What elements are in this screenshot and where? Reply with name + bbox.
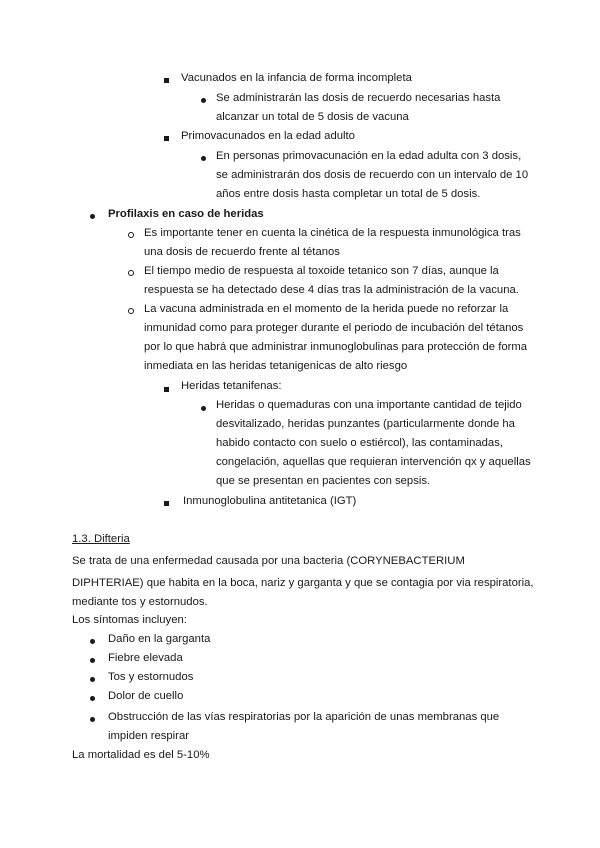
profilaxis-item-3-line-1: La vacuna administrada en el momento de la herida puede no reforzar la — [144, 303, 509, 315]
dot-bullet-icon — [90, 653, 95, 667]
heridas-detail-3: habido contacto con suelo o estiércol), las contaminadas, — [216, 437, 503, 449]
profilaxis-title: Profilaxis en caso de heridas — [108, 208, 264, 220]
heridas-detail-5: que se presentan en pacientes con sepsis. — [216, 475, 431, 487]
profilaxis-item-3-line-2: inmunidad como para proteger durante el periodo de incubación del tétanos — [144, 322, 524, 334]
sintoma-5: Obstrucción de las vías respiratorias por la aparición de unas membranas que — [108, 711, 500, 723]
sintoma-1: Daño en la garganta — [108, 633, 211, 645]
square-bullet-icon — [164, 382, 169, 396]
square-bullet-icon — [164, 496, 169, 510]
dot-bullet-icon — [201, 401, 206, 415]
dot-bullet-icon — [90, 691, 95, 705]
square-bullet-icon — [164, 73, 169, 87]
vacunados-infancia-label: Vacunados en la infancia de forma incompleta — [181, 72, 412, 84]
vacunados-infancia-detail-1: Se administrarán las dosis de recuerdo necesarias hasta — [216, 92, 501, 104]
primovacunados-label: Primovacunados en la edad adulto — [181, 130, 355, 142]
heridas-detail-4: congelación, aquellas que requieran intervención qx y aquellas — [216, 456, 531, 468]
profilaxis-item-3-line-4: inmediata en las heridas tetanigenicas de alto riesgo — [144, 360, 408, 372]
dot-bullet-icon — [90, 634, 95, 648]
profilaxis-item-1-line-1: Es importante tener en cuenta la cinética de la respuesta inmunológica tras — [144, 227, 521, 239]
sintoma-3: Tos y estornudos — [108, 671, 194, 683]
difteria-intro-1: Se trata de una enfermedad causada por una bacteria (CORYNEBACTERIUM — [72, 555, 465, 567]
dot-bullet-icon — [201, 93, 206, 107]
sintoma-2: Fiebre elevada — [108, 652, 183, 664]
dot-bullet-icon — [90, 712, 95, 726]
circle-bullet-icon — [128, 228, 134, 242]
primovacunados-detail-1: En personas primovacunación en la edad adulta con 3 dosis, — [216, 150, 522, 162]
dot-bullet-icon — [201, 151, 206, 165]
difteria-intro-3: mediante tos y estornudos. — [72, 596, 208, 608]
profilaxis-item-1-line-2: una dosis de recuerdo frente al tétanos — [144, 246, 340, 258]
primovacunados-detail-2: se administrarán dos dosis de recuerdo con un intervalo de 10 — [216, 169, 529, 181]
vacunados-infancia-detail-2: alcanzar un total de 5 dosis de vacuna — [216, 111, 409, 123]
difteria-intro-2: DIPHTERIAE) que habita en la boca, nariz y garganta y que se contagia por via respiratoria, — [72, 577, 534, 589]
primovacunados-detail-3: años entre dosis hasta completar un total de 5 dosis. — [216, 188, 481, 200]
profilaxis-item-3-line-3: por lo que habrá que administrar inmunoglobulinas para protección de forma — [144, 341, 528, 353]
circle-bullet-icon — [128, 266, 134, 280]
heridas-detail-1: Heridas o quemaduras con una importante cantidad de tejido — [216, 399, 522, 411]
sintoma-5-cont: impiden respirar — [108, 730, 189, 742]
dot-bullet-icon — [90, 209, 95, 223]
heridas-label: Heridas tetanifenas: — [181, 380, 282, 392]
profilaxis-item-2-line-1: El tiempo medio de respuesta al toxoide tetanico son 7 días, aunque la — [144, 265, 499, 277]
circle-bullet-icon — [128, 304, 134, 318]
profilaxis-item-2-line-2: respuesta se ha detectado dese 4 días tras la administración de la vacuna. — [144, 284, 519, 296]
igt-label: Inmunoglobulina antitetanica (IGT) — [183, 495, 357, 507]
heridas-detail-2: desvitalizado, heridas punzantes (particularmente donde ha — [216, 418, 515, 430]
mortalidad-text: La mortalidad es del 5-10% — [72, 749, 210, 761]
sintomas-intro: Los síntomas incluyen: — [72, 614, 187, 626]
difteria-heading: 1.3. Difteria — [72, 533, 130, 545]
sintoma-4: Dolor de cuello — [108, 690, 184, 702]
dot-bullet-icon — [90, 672, 95, 686]
square-bullet-icon — [164, 131, 169, 145]
